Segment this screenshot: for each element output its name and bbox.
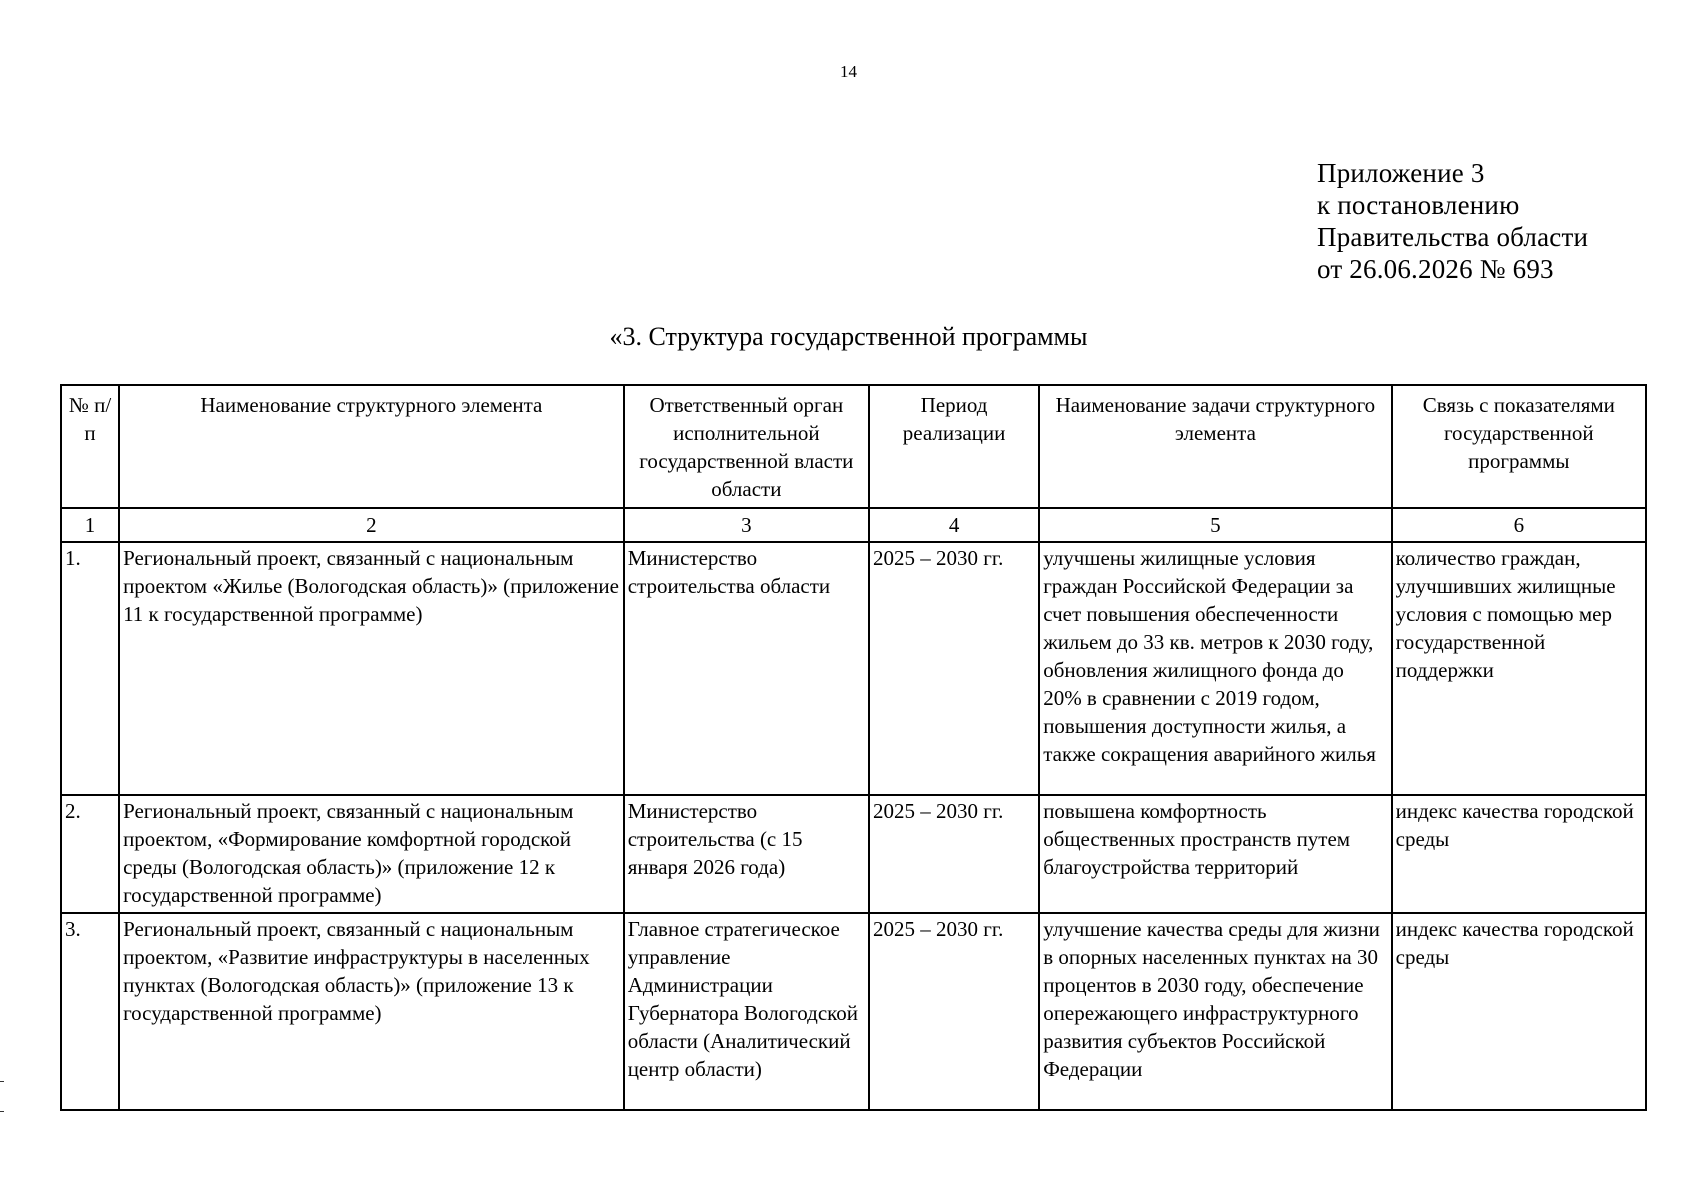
element-name-cell: Региональный проект, связанный с национальным проектом, «Развитие инфраструктуры в населенных пунктах (Вологодская область)» (приложение 13 к государственной программе): [119, 913, 624, 1110]
program-structure-table: [60, 384, 1647, 1111]
agency-cell: Главное стратегическое управление Администрации Губернатора Вологодской области (Аналитический центр области): [624, 913, 869, 1110]
agency-cell: Министерство строительства области: [624, 542, 869, 795]
element-name-cell: Региональный проект, связанный с национальным проектом «Жилье (Вологодская область)» (приложение 11 к государственной программе): [119, 542, 624, 795]
row-number: 2.: [61, 795, 119, 913]
indicator-cell: индекс качества городской среды: [1392, 795, 1646, 913]
period-cell: 2025 – 2030 гг.: [869, 913, 1039, 1110]
scan-margin-mark: [0, 1111, 4, 1112]
table-header-row: [61, 385, 1646, 508]
section-title: «3. Структура государственной программы: [609, 322, 1088, 351]
column-number: 1: [61, 508, 119, 542]
column-number: 4: [869, 508, 1039, 542]
header-task-name: Наименование задачи структурного элемента: [1039, 385, 1391, 508]
column-number: 5: [1039, 508, 1391, 542]
scan-margin-mark: [0, 1081, 4, 1082]
appendix-line-4: от 26.06.2026 № 693: [1317, 254, 1554, 284]
header-period: Период реализации: [869, 385, 1039, 508]
table-row: [61, 795, 1646, 913]
column-number: 3: [624, 508, 869, 542]
appendix-line-1: Приложение 3: [1317, 158, 1485, 188]
column-number: 2: [119, 508, 624, 542]
task-cell: повышена комфортность общественных пространств путем благоустройства территорий: [1039, 795, 1391, 913]
appendix-line-3: Правительства области: [1317, 222, 1589, 252]
task-cell: улучшены жилищные условия граждан Российской Федерации за счет повышения обеспеченности жильем до 33 кв. метров к 2030 году, обновления жилищного фонда до 20% в сравнении с 2019 годом, повышения доступности жилья, а также сокращения аварийного жилья: [1039, 542, 1391, 795]
column-number: 6: [1392, 508, 1646, 542]
appendix-block: [1317, 157, 1588, 285]
column-number-row: [61, 508, 1646, 542]
table-row: [61, 913, 1646, 1110]
period-cell: 2025 – 2030 гг.: [869, 542, 1039, 795]
page-number: 14: [840, 62, 857, 81]
row-number: 3.: [61, 913, 119, 1110]
agency-cell: Министерство строительства (с 15 января 2026 года): [624, 795, 869, 913]
indicator-cell: индекс качества городской среды: [1392, 913, 1646, 1110]
task-cell: улучшение качества среды для жизни в опорных населенных пунктах на 30 процентов в 2030 году, обеспечение опережающего инфраструктурного развития субъектов Российской Федерации: [1039, 913, 1391, 1110]
period-cell: 2025 – 2030 гг.: [869, 795, 1039, 913]
header-responsible-agency: Ответственный орган исполнительной государственной власти области: [624, 385, 869, 508]
indicator-cell: количество граждан, улучшивших жилищные условия с помощью мер государственной поддержки: [1392, 542, 1646, 795]
appendix-line-2: к постановлению: [1317, 190, 1520, 220]
header-element-name: Наименование структурного элемента: [119, 385, 624, 508]
row-number: 1.: [61, 542, 119, 795]
header-indicators-link: Связь с показателями государственной программы: [1392, 385, 1646, 508]
header-number: № п/п: [61, 385, 119, 508]
element-name-cell: Региональный проект, связанный с национальным проектом, «Формирование комфортной городской среды (Вологодская область)» (приложение 12 к государственной программе): [119, 795, 624, 913]
table-row: [61, 542, 1646, 795]
